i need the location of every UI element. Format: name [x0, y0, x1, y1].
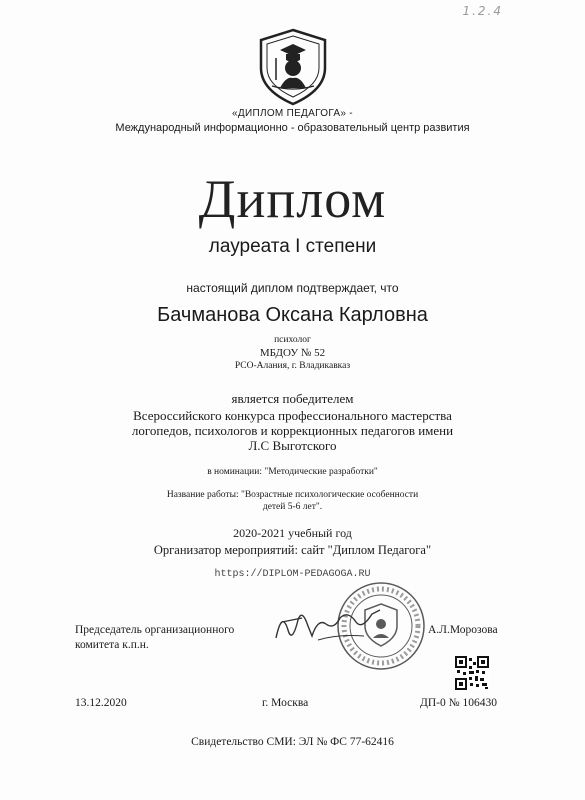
confirm-text: настоящий диплом подтверждает, что	[186, 281, 399, 295]
organization-description: Международный информационно - образовательный центр развития	[115, 122, 470, 134]
work-title	[0, 489, 585, 513]
competition-line: Всероссийского конкурса профессионального мастерства	[133, 408, 452, 423]
competition-title	[0, 408, 585, 453]
chair-line: комитета к.п.н.	[75, 639, 149, 651]
award-status: является победителем	[231, 391, 354, 406]
signer-name: А.Л.Морозова	[428, 624, 498, 636]
nomination: в номинации: "Методические разработки"	[207, 467, 378, 477]
work-title-line: детей 5-6 лет".	[262, 502, 323, 512]
shield-logo-icon	[258, 28, 328, 106]
recipient-location: РСО-Алания, г. Владикавказ	[234, 361, 351, 371]
chair-line: Председатель организационного	[75, 624, 235, 636]
recipient-position: психолог	[274, 335, 311, 345]
diploma-subtitle: лауреата I степени	[208, 236, 377, 257]
academic-year: 2020-2021 учебный год	[233, 526, 352, 540]
competition-line: логопедов, психологов и коррекционных педагогов имени	[131, 423, 454, 438]
issue-date: 13.12.2020	[75, 697, 127, 709]
signature-icon	[268, 600, 388, 650]
issue-place: г. Москва	[262, 697, 309, 709]
recipient-name: Бачманова Оксана Карловна	[157, 304, 428, 326]
diploma-number: ДП-0 № 106430	[420, 697, 497, 709]
website-link[interactable]: https://DIPLOM-PEDAGOGA.RU	[214, 569, 371, 580]
organizer: Организатор мероприятий: сайт "Диплом Педагога"	[153, 543, 432, 557]
pencil-mark: 1.2.4	[462, 4, 503, 18]
competition-line: Л.С Выготского	[248, 438, 337, 453]
work-title-line: Название работы: "Возрастные психологические особенности	[166, 490, 419, 500]
recipient-institution: МБДОУ № 52	[259, 347, 326, 359]
chair-title	[75, 623, 234, 653]
qr-code-icon	[455, 656, 489, 690]
media-certificate: Свидетельство СМИ: ЭЛ № ФС 77-62416	[191, 736, 394, 748]
organization-name: «ДИПЛОМ ПЕДАГОГА» -	[232, 108, 353, 119]
diploma-title: Диплом	[198, 169, 387, 229]
